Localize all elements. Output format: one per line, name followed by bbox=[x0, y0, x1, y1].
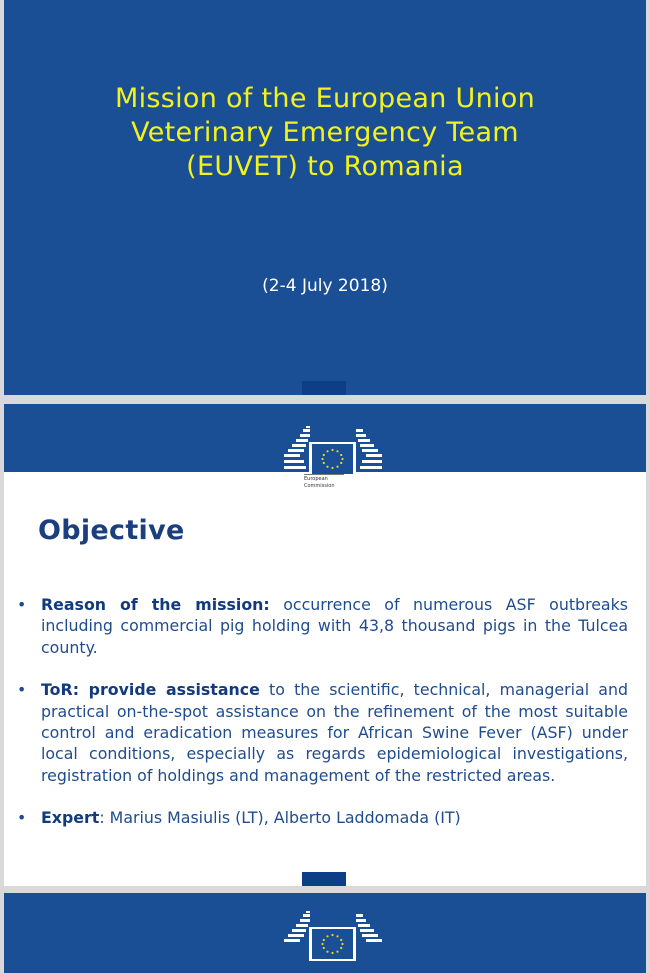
list-item bbox=[14, 679, 628, 786]
objective-list bbox=[14, 594, 628, 850]
next-slide bbox=[4, 893, 646, 973]
title-slide bbox=[4, 0, 646, 395]
slide-heading: Objective bbox=[38, 515, 185, 546]
logo-caption: European Commission bbox=[304, 476, 335, 489]
item-text: occurrence of numerous ASF outbreaks including commercial pig holding with 43,8 thousand pigs in the Tulcea county. bbox=[41, 595, 628, 657]
european-commission-logo bbox=[282, 909, 384, 973]
list-item bbox=[14, 807, 628, 828]
objective-slide bbox=[4, 404, 646, 886]
title-line-1: Mission of the European Union bbox=[114, 83, 536, 114]
mission-date: (2-4 July 2018) bbox=[262, 276, 388, 296]
bullet-icon: • bbox=[17, 595, 27, 614]
title-line-2: Veterinary Emergency Team bbox=[131, 117, 519, 148]
item-text: to the scientific, technical, managerial and practical on-the-spot assistance on the refinement of the most suitable control and eradication measures for African Swine Fever (ASF) under local conditions, especially as regards epidemiological investigations, registration of holdings and management of the restricted areas. bbox=[41, 680, 628, 785]
bullet-icon: • bbox=[17, 680, 27, 700]
bullet-icon: • bbox=[17, 808, 27, 828]
item-lead: ToR: provide assistance bbox=[41, 680, 260, 700]
slide-footer-tab bbox=[302, 872, 346, 886]
title-line-3: (EUVET) to Romania bbox=[186, 151, 464, 182]
logo-divider bbox=[304, 474, 344, 475]
item-lead: Expert bbox=[41, 808, 100, 828]
item-text: : Marius Masiulis (LT), Alberto Laddomada (IT) bbox=[99, 808, 461, 828]
slide-footer-tab bbox=[302, 381, 346, 395]
item-lead: Reason of the mission: bbox=[41, 595, 270, 614]
slide-title bbox=[4, 82, 646, 184]
list-item bbox=[14, 594, 628, 658]
